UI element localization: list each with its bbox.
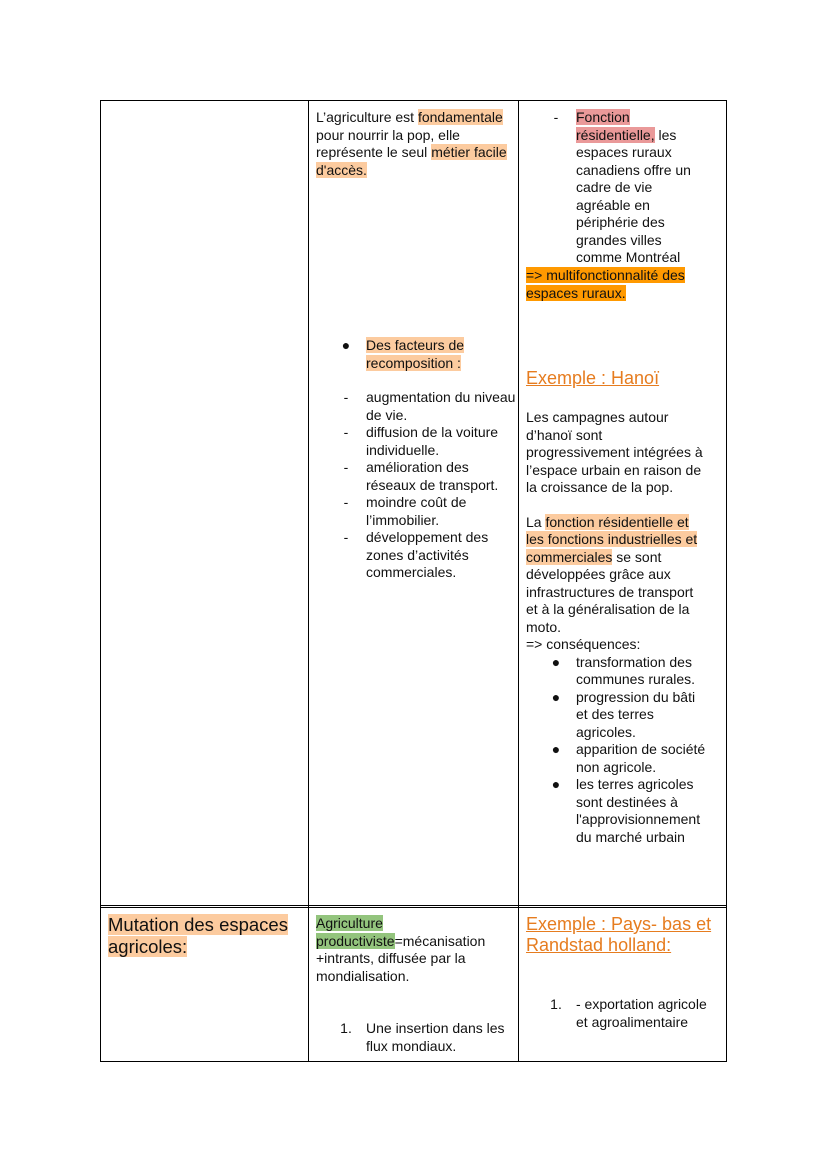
list-item: 1. - exportation agricole et agroalimentaire [550, 996, 707, 1030]
agriculture-paragraph: L’agriculture est fondamentale pour nourrir la pop, elle représente le seul métier facile d'accès. [316, 109, 507, 178]
list-item: ● progression du bâti et des terres agricoles. [551, 688, 696, 740]
consequences-list [536, 654, 706, 847]
productivist-paragraph: Agriculture productiviste=mécanisation +intrants, diffusée par la mondialisation. [316, 915, 486, 984]
row1-col3-cell [526, 267, 706, 846]
list-item: - augmentation du niveau de vie. [343, 389, 516, 423]
example-hanoi-link[interactable]: Exemple : Hanoï [526, 368, 660, 388]
row1-col2-cell [316, 109, 514, 179]
list-item: - moindre coût de l’immobilier. [343, 494, 467, 528]
row2-col1-cell [108, 914, 304, 958]
list-item: - développement des zones d’activités commerciales. [343, 529, 489, 580]
factors-section [326, 337, 516, 582]
list-item: - amélioration des réseaux de transport. [343, 459, 499, 493]
list-item: ● transformation des communes rurales. [551, 653, 696, 687]
factors-heading: ● Des facteurs de recomposition : [326, 337, 514, 372]
example-paysbas-link[interactable]: Exemple : Pays- bas et Randstad holland: [526, 914, 712, 955]
numbered-list [326, 1020, 512, 1055]
residential-highlight: Fonction résidentielle, [576, 109, 655, 143]
list-item: - diffusion de la voiture individuelle. [343, 424, 499, 458]
hanoi-paragraph-2: La fonction résidentielle et les fonctions industrielles et commerciales se sont développées grâce aux infrastructures de transport et à la généralisation de la moto. [526, 513, 698, 635]
list-item: ● les terres agricoles sont destinées à l'approvisionnement du marché urbain [551, 776, 701, 845]
hanoi-paragraph-1: Les campagnes autour d’hanoï sont progressivement intégrées à l’espace urbain en raison de la croissance de la pop. [526, 409, 703, 495]
section-title: Mutation des espaces agricoles: [108, 914, 288, 957]
dash-marker: - [553, 109, 559, 125]
list-item: 1. Une insertion dans les flux mondiaux. [340, 1020, 505, 1054]
multifunctionality-text: => multifonctionnalité des espaces ruraux. [526, 267, 685, 301]
bullet-marker: ● [341, 337, 351, 353]
consequences-label: => conséquences: [526, 636, 641, 652]
list-item: ● apparition de société non agricole. [551, 741, 706, 775]
row2-col2-cell [316, 915, 512, 1055]
residential-item: - Fonction résidentielle, les espaces ruraux canadiens offre un cadre de vie agréable en périphérie des grandes villes comme Montréal [536, 109, 708, 267]
numbered-list [536, 996, 722, 1031]
row2-col3-cell [526, 914, 722, 1031]
factors-list [326, 389, 516, 582]
